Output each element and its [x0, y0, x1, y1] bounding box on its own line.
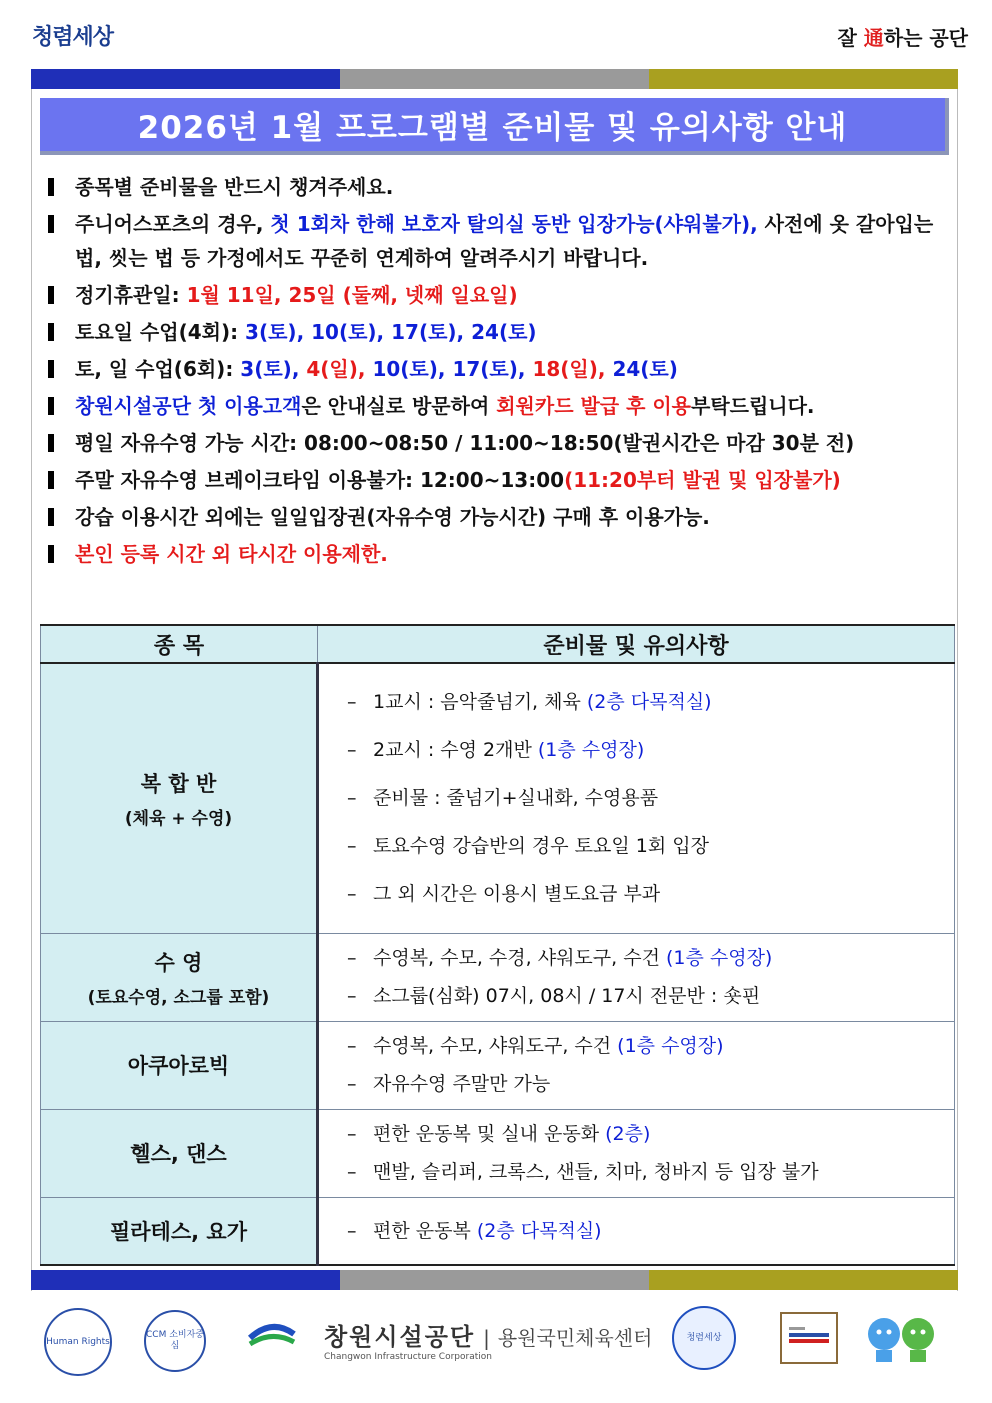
dash-mark: – [347, 947, 357, 969]
note-line [347, 774, 954, 822]
certificate-icon [780, 1312, 838, 1364]
category-name: 복 합 반 [140, 771, 217, 796]
bottom-color-bar [31, 1270, 958, 1290]
note-location: (1층 수영장) [617, 1035, 724, 1057]
center-name: 용원국민체육센터 [497, 1325, 653, 1350]
bar-segment-blue [31, 1270, 340, 1290]
notice-text: 평일 자유수영 가능 시간: 08:00~08:50 / 11:00~18:50(발권시간은 마감 30분 전) [75, 431, 855, 455]
note-line [347, 1115, 954, 1153]
dash-mark: – [347, 787, 357, 810]
note-line [347, 977, 954, 1015]
notice-text-blue: 3(토), [240, 357, 307, 381]
bullet-mark [48, 323, 54, 341]
bar-segment-gray [340, 1270, 649, 1290]
notice-item [45, 500, 945, 534]
category-cell [41, 663, 318, 933]
notice-text-red: 본인 등록 시간 외 타시간 이용제한. [75, 542, 388, 566]
notice-item [45, 463, 945, 497]
table-row [41, 1021, 955, 1109]
notice-item [45, 278, 945, 312]
ccm-text: CCM 소비자중심 [146, 1330, 204, 1351]
notice-text: 정기휴관일: [75, 283, 187, 307]
corp-divider: | [483, 1325, 490, 1350]
table-header-row [41, 625, 955, 663]
notice-item [45, 537, 945, 571]
notice-text: 주니어스포츠의 경우, [75, 212, 271, 236]
dash-mark: – [347, 835, 357, 858]
note-text: 소그룹(심화) 07시, 08시 / 17시 전문반 : 숏핀 [373, 985, 761, 1007]
frame-left-line [31, 89, 32, 1291]
bullet-mark [48, 286, 54, 304]
note-text: 자유수영 주말만 가능 [373, 1073, 551, 1095]
dash-mark: – [347, 1073, 357, 1095]
notice-item [45, 170, 945, 204]
notes-cell [318, 1021, 955, 1109]
program-table [40, 624, 955, 1266]
corp-name-block [324, 1312, 654, 1366]
note-line [347, 1207, 954, 1255]
notice-text: 부탁드립니다. [691, 394, 815, 418]
notice-text-red: (11:20부터 발권 및 입장불가) [564, 468, 841, 492]
notice-text-blue: 3(토), 10(토), 17(토), 24(토) [245, 320, 537, 344]
note-text: 1교시 : 음악줄넘기, 체육 [373, 691, 587, 714]
notes-cell [318, 1197, 955, 1265]
slogan-pre: 잘 [837, 26, 864, 50]
bar-segment-gray [340, 69, 649, 89]
note-line [347, 726, 954, 774]
note-line [347, 678, 954, 726]
clean-world-badge [672, 1306, 736, 1370]
notice-text-red: 18(일), [532, 357, 613, 381]
category-cell [41, 933, 318, 1021]
dash-mark: – [347, 1161, 357, 1183]
notice-text-red: 1월 11일, 25일 (둘째, 넷째 일요일) [186, 283, 518, 307]
notice-text-blue: 10(토), 17(토), [372, 357, 533, 381]
note-location: (1층 수영장) [537, 739, 645, 762]
notice-text: 사전에 옷 갈아입는 법, 씻는 법 등 가정에서도 꾸준히 연계하여 알려주시기 바랍니다. [75, 212, 934, 270]
note-location: (2층) [605, 1123, 651, 1145]
dash-mark: – [347, 1035, 357, 1057]
bullet-mark [48, 360, 54, 378]
dash-mark: – [347, 1219, 357, 1242]
category-cell [41, 1021, 318, 1109]
note-line [347, 822, 954, 870]
notice-text: 종목별 준비물을 반드시 챙겨주세요. [75, 175, 394, 199]
logo-text: 청렴세상 [32, 25, 114, 50]
bullet-mark [48, 471, 54, 489]
note-line [347, 870, 954, 918]
bullet-mark [48, 434, 54, 452]
category-name: 헬스, 댄스 [130, 1142, 227, 1166]
notice-item [45, 389, 945, 423]
category-name: 수 영 [154, 950, 203, 975]
notice-text-red: 4(일), [306, 357, 373, 381]
note-location: (1층 수영장) [665, 947, 773, 969]
note-text: 맨발, 슬리퍼, 크록스, 샌들, 치마, 청바지 등 입장 불가 [373, 1161, 819, 1183]
table-row [41, 933, 955, 1021]
note-text: 수영복, 수모, 수경, 샤워도구, 수건 [373, 947, 666, 969]
notes-cell [318, 1109, 955, 1197]
category-sub: (체육 + 수영) [124, 808, 233, 829]
category-name: 필라테스, 요가 [109, 1219, 247, 1244]
category-sub: (토요수영, 소그룹 포함) [87, 987, 270, 1008]
note-text: 준비물 : 줄넘기+실내화, 수영용품 [373, 787, 659, 810]
dash-mark: – [347, 1123, 357, 1145]
notice-text-blue: 첫 1회차 한해 보호자 탈의실 동반 입장가능(샤워불가), [270, 212, 758, 236]
corp-name: 창원시설공단 [324, 1322, 476, 1351]
clean-world-text: 청렴세상 [686, 1332, 722, 1343]
top-color-bar [31, 69, 958, 89]
notice-text: 주말 자유수영 브레이크타임 이용불가: 12:00~13:00 [75, 468, 565, 492]
bullet-mark [48, 215, 54, 233]
notice-text-blue: 창원시설공단 첫 이용고객 [75, 394, 302, 418]
human-rights-logo [44, 1308, 112, 1376]
note-line [347, 1027, 954, 1065]
dash-mark: – [347, 691, 357, 714]
notice-list [45, 170, 945, 574]
col-header-category: 종 목 [41, 625, 318, 663]
note-text: 토요수영 강습반의 경우 토요일 1회 입장 [373, 835, 709, 858]
bullet-mark [48, 545, 54, 563]
notice-text-blue: 24(토) [612, 357, 678, 381]
notice-item [45, 207, 945, 275]
category-name: 아쿠아로빅 [127, 1054, 230, 1078]
notice-text-red: 회원카드 발급 후 이용 [496, 394, 692, 418]
table-row [41, 1109, 955, 1197]
notes-cell [318, 933, 955, 1021]
dash-mark: – [347, 883, 357, 906]
category-cell [41, 1109, 318, 1197]
notice-item [45, 352, 945, 386]
note-text: 그 외 시간은 이용시 별도요금 부과 [373, 883, 661, 906]
notice-text: 토, 일 수업(6회): [75, 357, 241, 381]
notice-text: 은 안내실로 방문하여 [301, 394, 497, 418]
ccm-logo [144, 1310, 206, 1372]
page-title: 2026년 1월 프로그램별 준비물 및 유의사항 안내 [40, 98, 949, 155]
bullet-mark [48, 397, 54, 415]
notice-text: 토요일 수업(4회): [75, 320, 246, 344]
bar-segment-blue [31, 69, 340, 89]
mascot-icon [862, 1310, 942, 1366]
notes-cell [318, 663, 955, 933]
table-row [41, 1197, 955, 1265]
note-location: (2층 다목적실) [586, 691, 712, 714]
dash-mark: – [347, 985, 357, 1007]
human-rights-text: Human Rights [46, 1336, 110, 1347]
col-header-notes: 준비물 및 유의사항 [318, 625, 955, 663]
note-line [347, 1065, 954, 1103]
corp-english-name: Changwon Infrastructure Corporation [324, 1351, 492, 1362]
slogan [837, 22, 968, 51]
notice-item [45, 315, 945, 349]
note-text: 편한 운동복 [373, 1219, 477, 1242]
note-line [347, 939, 954, 977]
note-text: 편한 운동복 및 실내 운동화 [373, 1123, 606, 1145]
notice-item [45, 426, 945, 460]
frame-right-line [957, 89, 958, 1291]
slogan-highlight: 通 [863, 26, 884, 50]
bullet-mark [48, 178, 54, 196]
category-cell [41, 1197, 318, 1265]
slogan-post: 하는 공단 [883, 26, 968, 50]
note-line [347, 1153, 954, 1191]
dash-mark: – [347, 739, 357, 762]
bar-segment-olive [649, 1270, 958, 1290]
table-row [41, 663, 955, 933]
clean-world-logo [32, 20, 113, 51]
footer-logos [32, 1306, 962, 1372]
bar-segment-olive [649, 69, 958, 89]
note-text: 수영복, 수모, 샤워도구, 수건 [373, 1035, 618, 1057]
note-location: (2층 다목적실) [476, 1219, 602, 1242]
note-text: 2교시 : 수영 2개반 [373, 739, 538, 762]
bullet-mark [48, 508, 54, 526]
corp-emblem-icon [244, 1316, 300, 1356]
notice-text: 강습 이용시간 외에는 일일입장권(자유수영 가능시간) 구매 후 이용가능. [75, 505, 710, 529]
